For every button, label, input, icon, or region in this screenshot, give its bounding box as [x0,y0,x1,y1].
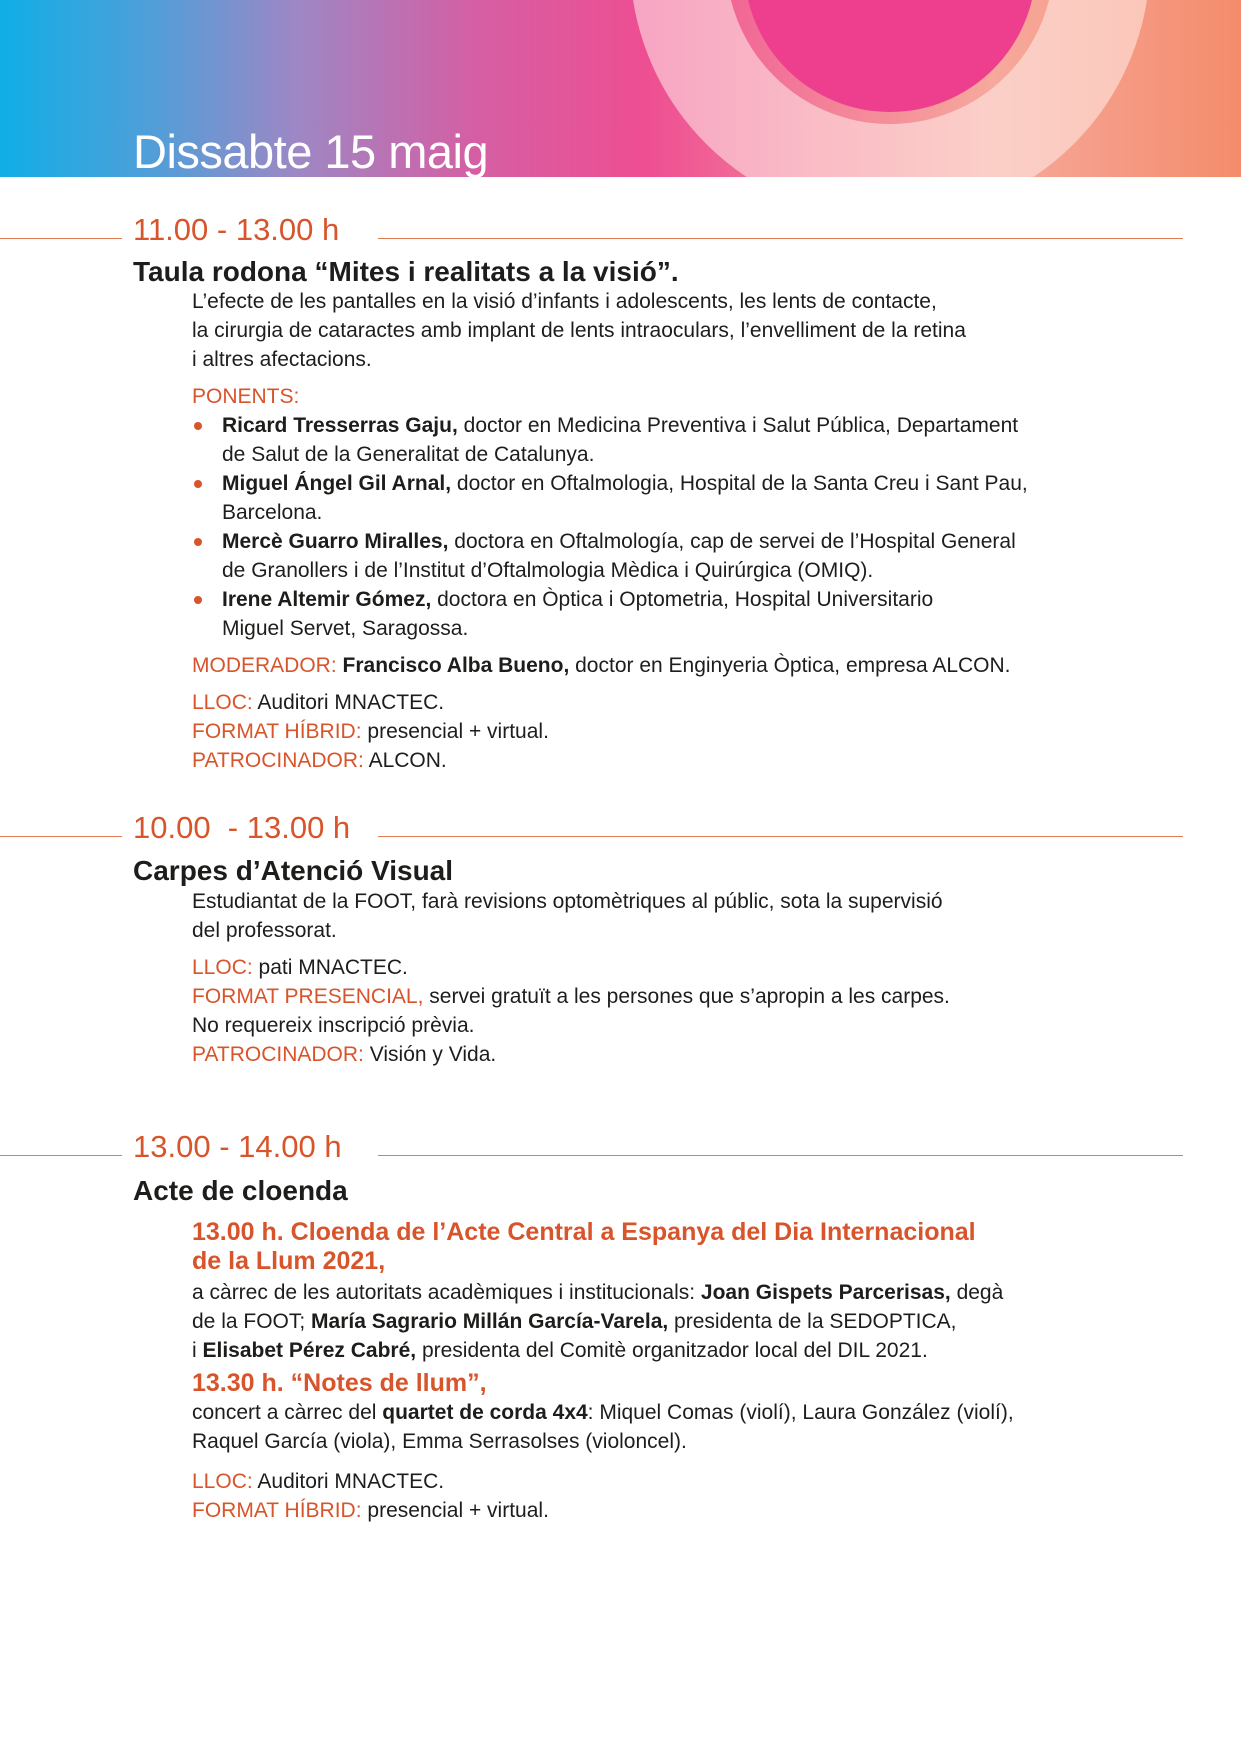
bullet-icon [194,596,202,604]
detail-label: FORMAT HÍBRID: [192,720,362,743]
speaker-name: Mercè Guarro Miralles, [222,530,449,553]
divider [0,836,122,837]
section-body [192,887,1152,1069]
authority-name: Elisabet Pérez Cabré, [202,1339,417,1362]
speaker-item [192,411,1152,469]
detail-label: PATROCINADOR: [192,749,364,772]
detail-value: pati MNACTEC. [252,956,408,979]
detail-value: Auditori MNACTEC. [252,1470,445,1493]
section-body [192,287,1152,775]
divider [378,238,1183,239]
concert-text: concert a càrrec del [192,1401,383,1424]
moderator-description: doctor en Enginyeria Òptica, empresa ALCON. [569,654,1011,677]
detail-label: FORMAT PRESENCIAL, [192,985,424,1008]
speaker-description: Miguel Servet, Saragossa. [222,617,469,640]
detail-value: ALCON. [363,749,447,772]
detail-label: LLOC: [192,691,253,714]
speaker-description: Barcelona. [222,501,323,524]
detail-line [192,982,1152,1011]
section-heading: Acte de cloenda [133,1175,348,1206]
time-slot: 13.00 - 14.00 h [133,1129,342,1164]
moderator-label: MODERADOR: [192,654,337,677]
concert-text: : Miquel Comas (violí), Laura González (violí), [587,1401,1014,1424]
time-slot-header [0,810,1183,850]
bullet-icon [194,422,202,430]
speaker-list [192,411,1152,643]
closing-title-line: 13.00 h. Cloenda de l’Acte Central a Espanya del Dia Internacional [192,1218,976,1246]
time-slot-header [0,1129,1183,1169]
detail-label: FORMAT HÍBRID: [192,1499,362,1522]
detail-value: presencial + virtual. [361,720,549,743]
description-line: Estudiantat de la FOOT, farà revisions optomètriques al públic, sota la supervisió [192,890,943,913]
closing-text: presidenta de la SEDOPTICA, [668,1310,957,1333]
concert-text: Raquel García (viola), Emma Serrasolses (violoncel). [192,1430,687,1453]
authority-name: María Sagrario Millán García-Varela, [311,1310,669,1333]
closing-text: i [192,1339,203,1362]
description-line: la cirurgia de cataractes amb implant de lents intraoculars, l’envelliment de la retina [192,319,966,342]
detail-value: Auditori MNACTEC. [252,691,445,714]
speaker-description: doctora en Òptica i Optometria, Hospital Universitario [431,588,934,611]
detail-value: presencial + virtual. [361,1499,549,1522]
speaker-name: Miguel Ángel Gil Arnal, [222,472,452,495]
description-line: L’efecte de les pantalles en la visió d’infants i adolescents, les lents de contacte, [192,290,937,313]
speaker-description: de Granollers i de l’Institut d’Oftalmologia Mèdica i Quirúrgica (OMIQ). [222,559,874,582]
detail-label: LLOC: [192,1470,253,1493]
bullet-icon [194,538,202,546]
moderator-line [192,651,1152,680]
time-slot-header [0,212,1183,252]
speaker-name: Irene Altemir Gómez, [222,588,432,611]
concert-body [192,1398,1152,1456]
speaker-description: doctor en Oftalmologia, Hospital de la Santa Creu i Sant Pau, [451,472,1028,495]
detail-label: PATROCINADOR: [192,1043,364,1066]
speaker-item [192,469,1152,527]
divider [378,836,1183,837]
speaker-name: Ricard Tresserras Gaju, [222,414,458,437]
speakers-label: PONENTS: [192,385,300,408]
moderator-name: Francisco Alba Bueno, [336,654,570,677]
authority-name: Joan Gispets Parcerisas, [700,1281,951,1304]
detail-line [192,1040,1152,1069]
closing-text: a càrrec de les autoritats acadèmiques i institucionals: [192,1281,701,1304]
closing-body [192,1278,1152,1365]
detail-line [192,1496,1152,1525]
detail-value: No requereix inscripció prèvia. [192,1014,475,1037]
section-heading: Carpes d’Atenció Visual [133,855,454,886]
detail-value: servei gratuït a les persones que s’apropin a les carpes. [423,985,950,1008]
description-line: del professorat. [192,919,337,942]
divider [0,1155,122,1156]
closing-title [192,1218,1152,1276]
divider [378,1155,1183,1156]
detail-value: Visión y Vida. [363,1043,497,1066]
closing-text: presidenta del Comitè organitzador local del DIL 2021. [416,1339,928,1362]
speaker-description: doctora en Oftalmología, cap de servei de l’Hospital General [448,530,1016,553]
time-slot: 10.00 - 13.00 h [133,810,351,845]
page-title: Dissabte 15 maig [133,125,489,177]
detail-line [192,746,1152,775]
section-body [192,1218,1152,1525]
detail-line [192,1467,1152,1496]
detail-line [192,1011,1152,1040]
detail-line [192,953,1152,982]
section-heading: Taula rodona “Mites i realitats a la visió”. [133,256,679,287]
closing-text: de la FOOT; [192,1310,312,1333]
speaker-item [192,527,1152,585]
speaker-description: doctor en Medicina Preventiva i Salut Pública, Departament [457,414,1019,437]
header-banner [0,0,1241,177]
bullet-icon [194,480,202,488]
concert-title: 13.30 h. “Notes de llum”, [192,1369,487,1397]
time-slot: 11.00 - 13.00 h [133,212,340,247]
divider [0,238,122,239]
detail-label: LLOC: [192,956,253,979]
detail-line [192,688,1152,717]
detail-line [192,717,1152,746]
speaker-item [192,585,1152,643]
description-line: i altres afectacions. [192,348,372,371]
closing-title-line: de la Llum 2021, [192,1247,386,1275]
closing-text: degà [950,1281,1004,1304]
speaker-description: de Salut de la Generalitat de Catalunya. [222,443,595,466]
quartet-name: quartet de corda 4x4 [382,1401,588,1424]
